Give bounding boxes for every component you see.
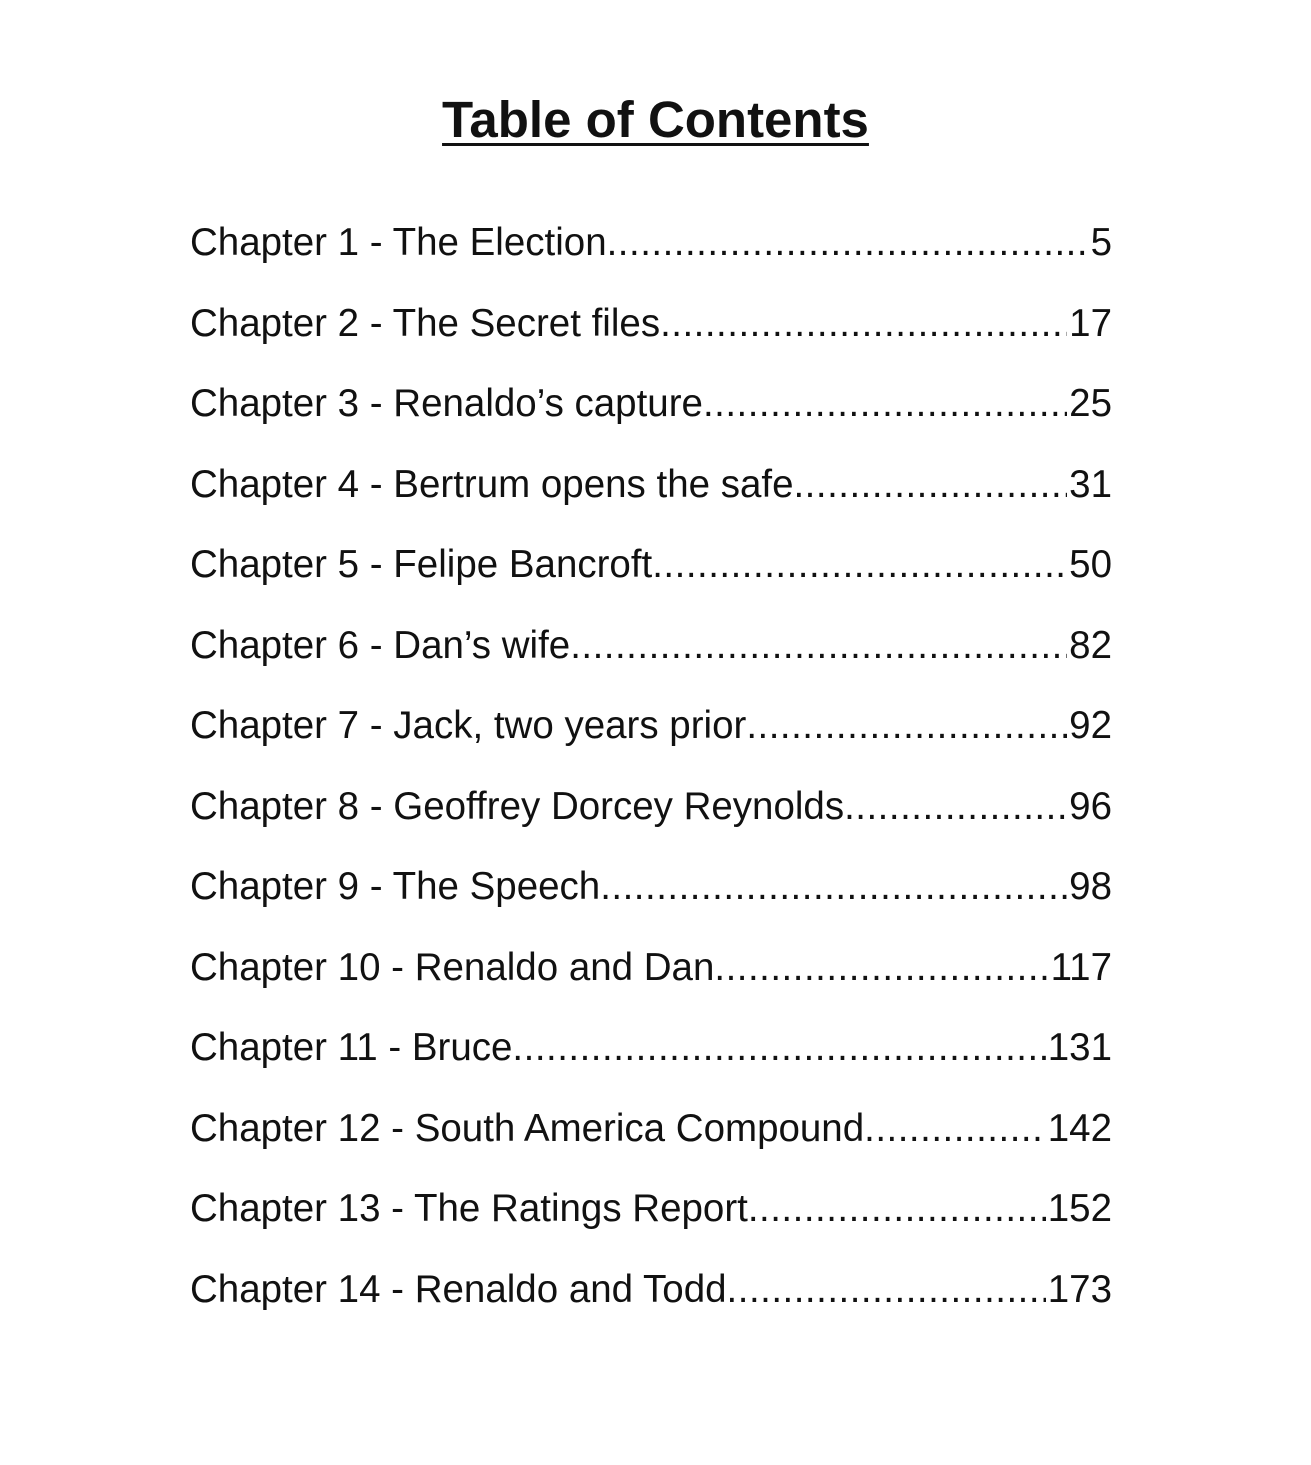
toc-leader-dots [512, 1022, 1045, 1074]
toc-entry[interactable] [190, 700, 1112, 781]
toc-leader-dots [793, 459, 1067, 511]
toc-leader-dots [600, 861, 1067, 913]
toc-entry-page: 82 [1069, 623, 1112, 667]
toc-entry-label: Chapter 13 - The Ratings Report [190, 1187, 748, 1230]
toc-entry-label: Chapter 9 - The Speech [190, 865, 601, 908]
toc-entry-label: Chapter 3 - Renaldo’s capture [190, 382, 703, 425]
toc-leader-dots [607, 217, 1089, 269]
toc-entry-page: 152 [1047, 1187, 1112, 1230]
toc-entry-label: Chapter 7 - Jack, two years prior [190, 704, 747, 747]
toc-entry-page: 142 [1047, 1106, 1112, 1150]
toc-entry-label: Chapter 8 - Geoffrey Dorcey Reynolds [190, 784, 845, 828]
toc-entry-page: 25 [1069, 382, 1112, 425]
toc-entry[interactable] [190, 781, 1112, 862]
toc-entry[interactable] [190, 378, 1112, 459]
toc-entry[interactable] [190, 1264, 1112, 1345]
toc-entry[interactable] [190, 1103, 1112, 1184]
toc-entry-page: 5 [1090, 221, 1112, 264]
toc-entry-label: Chapter 10 - Renaldo and Dan [190, 945, 715, 989]
toc-entry-page: 173 [1047, 1267, 1112, 1311]
page-title [0, 88, 1311, 152]
toc-entry-label: Chapter 14 - Renaldo and Todd [190, 1267, 727, 1311]
toc-leader-dots [844, 781, 1067, 833]
toc-entry-page: 31 [1069, 462, 1112, 506]
toc-entry-page: 17 [1069, 301, 1112, 345]
toc-entry[interactable] [190, 298, 1112, 379]
toc-entry[interactable] [190, 1022, 1112, 1103]
toc-entry[interactable] [190, 861, 1112, 942]
toc-leader-dots [570, 620, 1067, 672]
toc-entry[interactable] [190, 217, 1112, 298]
toc-leader-dots [864, 1103, 1046, 1155]
toc-leader-dots [703, 378, 1067, 430]
toc-entry-label: Chapter 5 - Felipe Bancroft [190, 543, 653, 586]
toc-entry-page: 98 [1069, 865, 1112, 908]
toc-entry[interactable] [190, 942, 1112, 1023]
table-of-contents [190, 217, 1112, 1344]
toc-leader-dots [748, 1183, 1046, 1235]
toc-entry[interactable] [190, 539, 1112, 620]
toc-entry-page: 131 [1047, 1026, 1112, 1069]
toc-entry-page: 92 [1069, 704, 1112, 747]
toc-entry[interactable] [190, 620, 1112, 701]
toc-leader-dots [746, 700, 1067, 752]
toc-leader-dots [652, 539, 1067, 591]
toc-entry-label: Chapter 11 - Bruce [190, 1026, 513, 1069]
toc-leader-dots [727, 1264, 1046, 1316]
page-title-text: Table of Contents [442, 91, 869, 148]
toc-leader-dots [714, 942, 1048, 994]
toc-entry-label: Chapter 2 - The Secret files [190, 301, 661, 345]
toc-entry-label: Chapter 12 - South America Compound [190, 1106, 865, 1150]
toc-entry-label: Chapter 6 - Dan’s wife [190, 623, 571, 667]
toc-entry-page: 50 [1069, 543, 1112, 586]
toc-entry-label: Chapter 1 - The Election [190, 221, 607, 264]
toc-entry[interactable] [190, 1183, 1112, 1264]
toc-entry-page: 117 [1050, 945, 1112, 989]
toc-leader-dots [660, 298, 1067, 350]
toc-entry-page: 96 [1069, 784, 1112, 828]
toc-entry[interactable] [190, 459, 1112, 540]
toc-entry-label: Chapter 4 - Bertrum opens the safe [190, 462, 794, 506]
